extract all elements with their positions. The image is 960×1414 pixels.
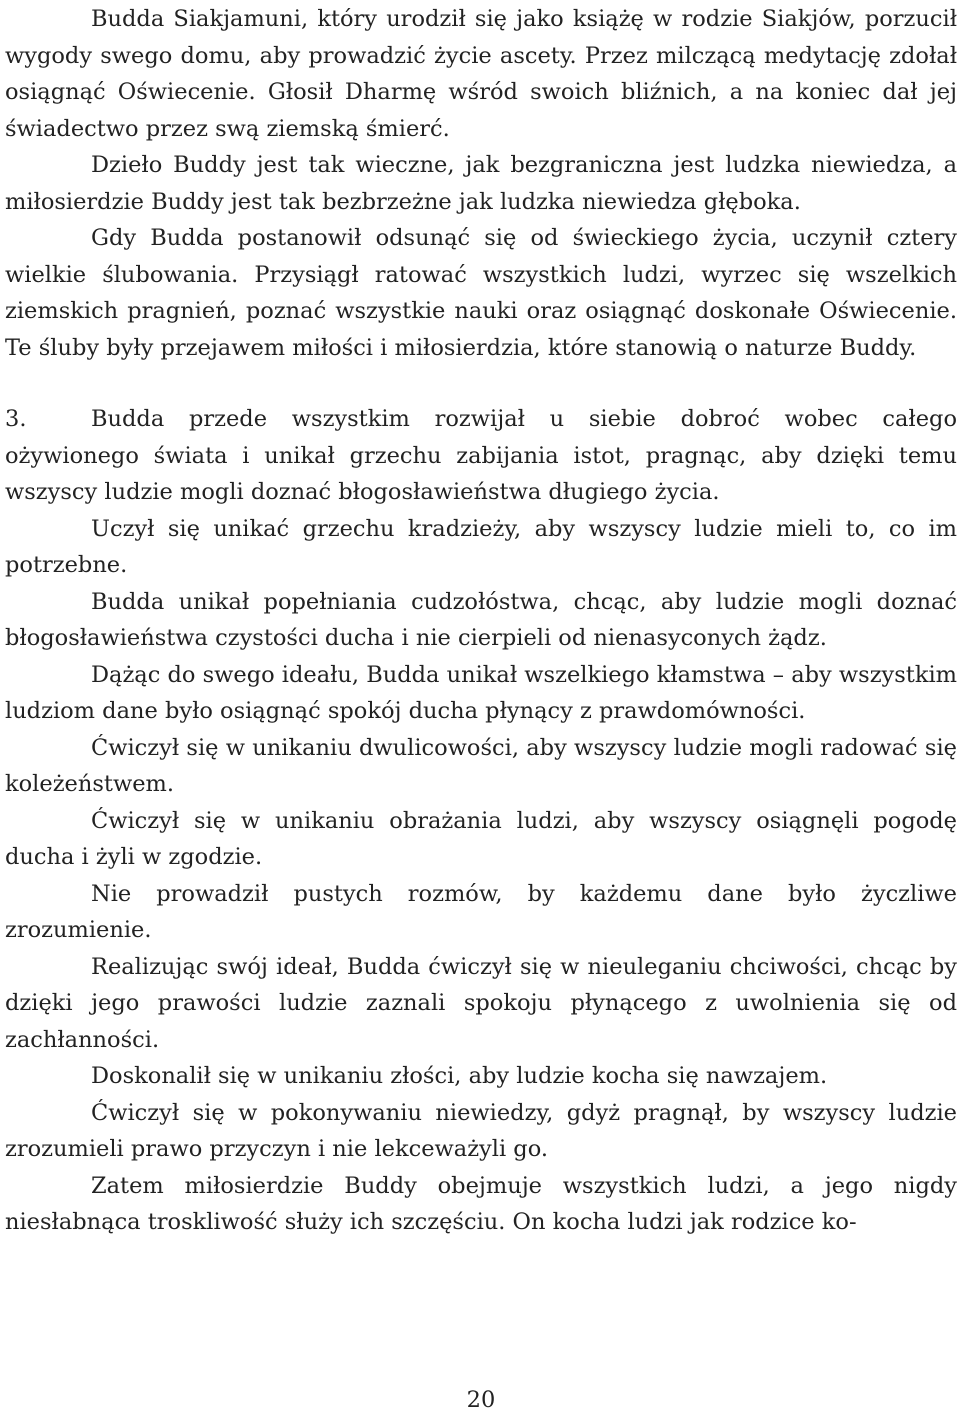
paragraph: Nie prowadził pustych rozmów, by każdemu dane było życzliwe zrozumienie. (5, 880, 957, 943)
paragraph: Ćwiczył się w pokonywaniu niewiedzy, gdyż pragnął, by wszyscy ludzie zrozumieli prawo przyczyn i nie lekceważyli go. (5, 1099, 957, 1162)
paragraph: Budda Siakjamuni, który urodził się jako książę w rodzie Siakjów, porzucił wygody swego domu, aby prowadzić życie ascety. Przez milczącą medytację zdołał osiągnąć Oświecenie. Głosił Dharmę wśród swoich bliźnich, a na koniec dał jej świadectwo przez swą ziemską śmierć. (5, 6, 957, 142)
paragraph: Dążąc do swego ideału, Budda unikał wszelkiego kłamstwa – aby wszystkim ludziom dane było osiągnąć spokój ducha płynący z prawdomówności. (5, 661, 958, 724)
paragraph: Zatem miłosierdzie Buddy obejmuje wszystkich ludzi, a jego nigdy niesłabnąca troskliwość służy ich szczęściu. On kocha ludzi jak rodzice ko- (5, 1172, 957, 1235)
paragraph: Ćwiczył się w unikaniu obrażania ludzi, aby wszyscy osiągnęli pogodę ducha i żyli w zgodzie. (5, 807, 957, 870)
paragraph: Ćwiczył się w unikaniu dwulicowości, aby wszyscy ludzie mogli radować się koleżeństwem. (5, 734, 957, 797)
paragraph: Doskonalił się w unikaniu złości, aby ludzie kocha się nawzajem. (91, 1063, 828, 1089)
document-page (5, 0, 957, 1414)
section-number: 3. (5, 406, 27, 432)
paragraph: Budda unikał popełniania cudzołóstwa, chcąc, aby ludzie mogli doznać błogosławieństwa czystości ducha i nie cierpieli od nienasyconych żądz. (5, 588, 957, 651)
paragraph: Uczył się unikać grzechu kradzieży, aby wszyscy ludzie mieli to, co im potrzebne. (5, 515, 957, 578)
numbered-paragraph (5, 401, 957, 511)
paragraph: Dzieło Buddy jest tak wieczne, jak bezgraniczna jest ludzka niewiedza, a miłosierdzie Buddy jest tak bezbrzeżne jak ludzka niewiedza głęboka. (5, 152, 957, 215)
page-number: 20 (466, 1387, 496, 1413)
body-text (5, 1, 957, 1241)
paragraph: Gdy Budda postanowił odsunąć się od świeckiego życia, uczynił cztery wielkie ślubowania. Przysiągł ratować wszystkich ludzi, wyrzec się wszelkich ziemskich pragnień, poznać wszystkie nauki oraz osiągnąć doskonałe Oświecenie. Te śluby były przejawem miłości i miłosierdzia, które stanowią o naturze Buddy. (5, 225, 957, 361)
numbered-paragraph-text: Budda przede wszystkim rozwijał u siebie dobroć wobec całego ożywionego świata i unikał grzechu zabijania istot, pragnąc, aby dzięki temu wszyscy ludzie mogli doznać błogosławieństwa długiego życia. (5, 406, 957, 505)
paragraph: Realizując swój ideał, Budda ćwiczył się w nieuleganiu chciwości, chcąc by dzięki jego prawości ludzie zaznali spokoju płynącego z uwolnienia się od zachłanności. (5, 953, 957, 1053)
